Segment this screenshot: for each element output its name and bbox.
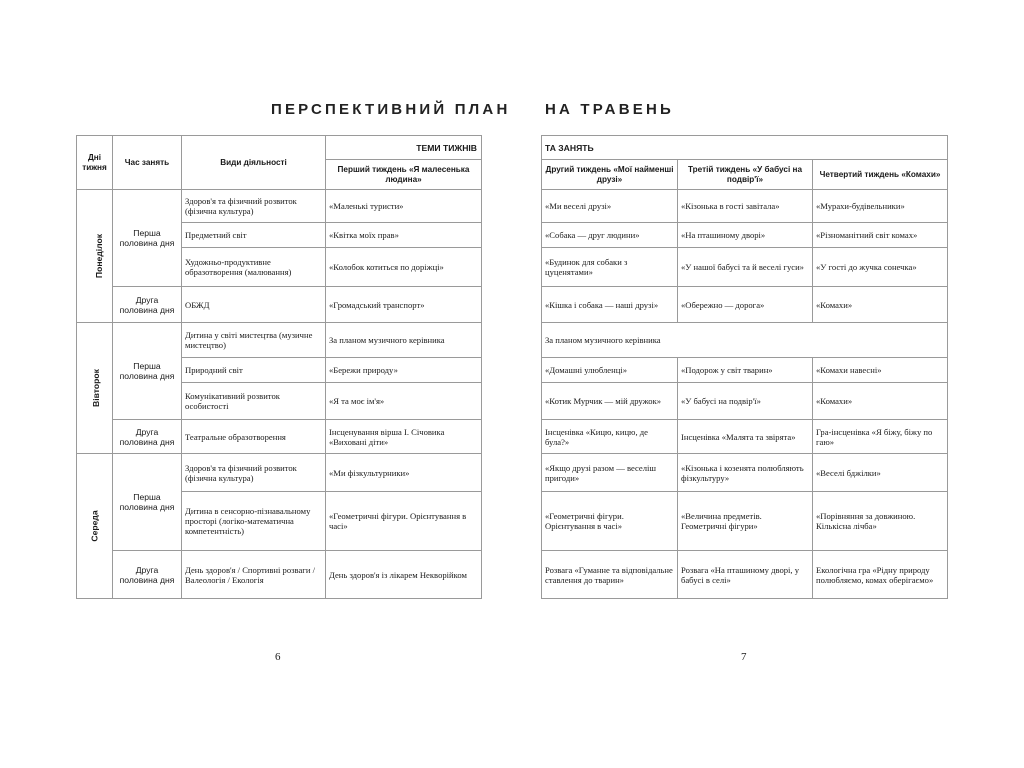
page-title-right: НА ТРАВЕНЬ <box>545 101 674 118</box>
activity-cell: Здоров'я та фізичний розвиток (фізична культура) <box>182 454 326 492</box>
header-days: Дні тижня <box>77 136 113 190</box>
week3-cell: «У нашої бабусі та й веселі гуси» <box>678 248 813 287</box>
page-number-right: 7 <box>741 651 747 663</box>
week1-cell: «Я та моє ім'я» <box>326 383 482 420</box>
week3-cell: «У бабусі на подвір'ї» <box>678 383 813 420</box>
activity-cell: Театральне образотворення <box>182 420 326 454</box>
week3-cell: «Подорож у світ тварин» <box>678 358 813 383</box>
header-week3: Третій тиждень «У бабусі на подвір'ї» <box>678 160 813 190</box>
week4-cell: «У гості до жучка сонечка» <box>813 248 948 287</box>
week4-cell: «Мурахи-будівельники» <box>813 190 948 223</box>
time-cell: Перша половина дня <box>113 454 182 551</box>
week3-cell: «Обережно — дорога» <box>678 287 813 323</box>
header-week4: Четвертий тиждень «Комахи» <box>813 160 948 190</box>
week2-cell: «Котик Мурчик — мій дружок» <box>542 383 678 420</box>
week3-cell: Інсценівка «Малята та звірята» <box>678 420 813 454</box>
week4-cell: Екологічна гра «Рідну природу полюбляємо, комах оберігаємо» <box>813 551 948 599</box>
header-week1: Перший тиждень «Я малесенька людина» <box>326 160 482 190</box>
week1-cell: «Громадський транспорт» <box>326 287 482 323</box>
week4-cell: Гра-інсценівка «Я біжу, біжу по гаю» <box>813 420 948 454</box>
header-and-lessons: ТА ЗАНЯТЬ <box>542 136 948 160</box>
activity-cell: Дитина в сенсорно-пізнавальному просторі (логіко-математична компетентність) <box>182 492 326 551</box>
day-tuesday: Вівторок <box>77 323 113 454</box>
week4-cell: «Комахи» <box>813 287 948 323</box>
header-time: Час занять <box>113 136 182 190</box>
time-cell: Перша половина дня <box>113 190 182 287</box>
activity-cell: Предметний світ <box>182 223 326 248</box>
week4-cell: «Комахи» <box>813 383 948 420</box>
plan-table-right <box>541 135 948 599</box>
activity-cell: Природний світ <box>182 358 326 383</box>
week4-cell: «Комахи навесні» <box>813 358 948 383</box>
week3-cell: «Кізонька в гості завітала» <box>678 190 813 223</box>
week3-cell: «Кізонька і козенята полюбляють фізкультуру» <box>678 454 813 492</box>
day-monday: Понеділок <box>77 190 113 323</box>
activity-cell: Дитина у світі мистецтва (музичне мистецтво) <box>182 323 326 358</box>
week1-cell: «Геометричні фігури. Орієнтування в часі» <box>326 492 482 551</box>
week2-cell: Інсценівка «Кицю, кицю, де була?» <box>542 420 678 454</box>
week3-cell: «Величина предметів. Геометричні фігури» <box>678 492 813 551</box>
activity-cell: Художньо-продуктивне образотворення (малювання) <box>182 248 326 287</box>
time-cell: Друга половина дня <box>113 551 182 599</box>
page-number-left: 6 <box>275 651 281 663</box>
week2-cell: «Якщо друзі разом — веселіш пригоди» <box>542 454 678 492</box>
page-title-left: ПЕРСПЕКТИВНИЙ ПЛАН <box>271 101 511 118</box>
week1-cell: «Квітка моїх прав» <box>326 223 482 248</box>
week4-cell: «Веселі бджілки» <box>813 454 948 492</box>
week2-cell: «Собака — друг людини» <box>542 223 678 248</box>
header-week2: Другий тиждень «Мої найменші друзі» <box>542 160 678 190</box>
week1-cell: «Колобок котиться по доріжці» <box>326 248 482 287</box>
week2-cell: «Ми веселі друзі» <box>542 190 678 223</box>
time-cell: Перша половина дня <box>113 323 182 420</box>
week2-cell: Розвага «Гуманне та відповідальне ставлення до тварин» <box>542 551 678 599</box>
time-cell: Друга половина дня <box>113 287 182 323</box>
activity-cell: День здоров'я / Спортивні розваги / Валеологія / Екологія <box>182 551 326 599</box>
music-plan-cell: За планом музичного керівника <box>542 323 948 358</box>
day-wednesday: Середа <box>77 454 113 599</box>
header-week-themes: ТЕМИ ТИЖНІВ <box>326 136 482 160</box>
week3-cell: Розвага «На пташиному дворі, у бабусі в селі» <box>678 551 813 599</box>
week2-cell: «Кішка і собака — наші друзі» <box>542 287 678 323</box>
week3-cell: «На пташиному дворі» <box>678 223 813 248</box>
activity-cell: Здоров'я та фізичний розвиток (фізична культура) <box>182 190 326 223</box>
header-activities: Види діяльності <box>182 136 326 190</box>
week4-cell: «Порівняння за довжиною. Кількісна лічба» <box>813 492 948 551</box>
week1-cell: «Маленькі туристи» <box>326 190 482 223</box>
week1-cell: Інсценування вірша І. Січовика «Виховані діти» <box>326 420 482 454</box>
time-cell: Друга половина дня <box>113 420 182 454</box>
plan-table-left <box>76 135 482 599</box>
activity-cell: ОБЖД <box>182 287 326 323</box>
week1-cell: За планом музичного керівника <box>326 323 482 358</box>
week4-cell: «Різноманітний світ комах» <box>813 223 948 248</box>
week1-cell: «Бережи природу» <box>326 358 482 383</box>
week2-cell: «Будинок для собаки з цуценятами» <box>542 248 678 287</box>
week2-cell: «Геометричні фігури. Орієнтування в часі» <box>542 492 678 551</box>
week1-cell: «Ми фізкультурники» <box>326 454 482 492</box>
week1-cell: День здоров'я із лікарем Неквoрійком <box>326 551 482 599</box>
week2-cell: «Домашні улюбленці» <box>542 358 678 383</box>
activity-cell: Комунікативний розвиток особистості <box>182 383 326 420</box>
